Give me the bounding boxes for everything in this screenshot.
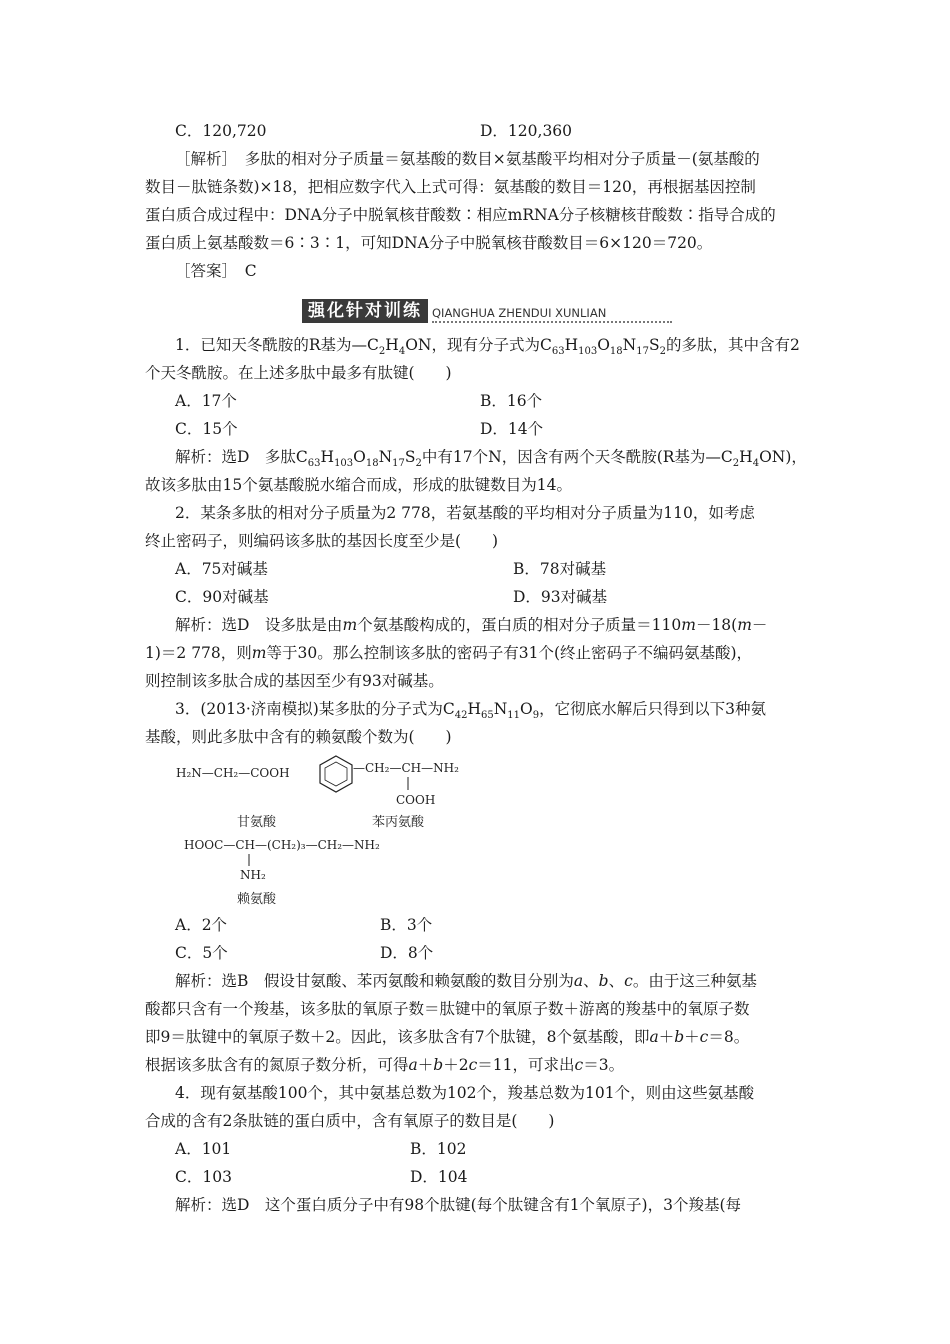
analysis-line: 故该多肽由15个氨基酸脱水缩合而成，形成的肽键数目为14。: [145, 476, 572, 494]
lysine-name: 赖氨酸: [237, 892, 277, 907]
option-b: B．3个: [380, 916, 433, 934]
answer-line: ［答案］ C: [175, 262, 257, 280]
phenylalanine-name: 苯丙氨酸: [372, 815, 425, 830]
option-row: [175, 915, 845, 935]
option-a: A．17个: [175, 392, 237, 410]
analysis-line: 即9＝肽键中的氧原子数＋2。因此，该多肽含有7个肽键，8个氨基酸，即a＋b＋c＝8。: [145, 1028, 750, 1046]
option-row: [175, 559, 845, 579]
analysis-line: 蛋白质合成过程中：DNA分子中脱氧核苷酸数∶相应mRNA分子核糖核苷酸数∶指导合成的: [145, 206, 776, 224]
phenylalanine-cooh: COOH: [396, 793, 436, 807]
option-row: [175, 1167, 845, 1187]
option-d: D．8个: [380, 944, 434, 962]
analysis-line: 数目－肽链条数)×18，把相应数字代入上式可得：氨基酸的数目＝120，再根据基因控制: [145, 178, 756, 196]
question-3-line: 基酸，则此多肽中含有的赖氨酸个数为( ): [145, 728, 452, 746]
banner-subtitle: QIANGHUA ZHENDUI XUNLIAN: [432, 300, 672, 323]
banner-title: 强化针对训练: [302, 299, 428, 323]
option-a: A．75对碱基: [175, 560, 268, 578]
option-c: C．103: [175, 1168, 232, 1186]
option-a: A．101: [175, 1140, 232, 1158]
analysis-line: 解析：选D 这个蛋白质分子中有98个肽键(每个肽键含有1个氧原子)，3个羧基(每: [175, 1196, 742, 1214]
option-row: [175, 1139, 845, 1159]
question-3-line: 3．(2013·济南模拟)某多肽的分子式为$C_{42}H_{65}N_{11}O_9$，它彻底水解后只得到以下3种氨: [175, 700, 766, 722]
option-row: [175, 121, 845, 141]
option-row: [175, 391, 845, 411]
option-c: C．90对碱基: [175, 588, 269, 606]
section-banner: [302, 299, 672, 323]
analysis-line: 解析：选D 多肽$C_{63}H_{103}O_{18}N_{17}S_2$中有17个N，因含有两个天冬酰胺(R基为$—C_2H_4ON$)，: [175, 448, 807, 470]
option-row: [175, 419, 845, 439]
option-c: C．120,720: [175, 122, 267, 140]
phenylalanine-chain: —CH₂—CH—NH₂: [353, 761, 459, 775]
lysine-formula: HOOC—CH—(CH₂)₃—CH₂—NH₂: [184, 838, 380, 852]
option-d: D．14个: [480, 420, 544, 438]
option-a: A．2个: [175, 916, 228, 934]
analysis-line: 蛋白质上氨基酸数＝6∶3∶1，可知DNA分子中脱氧核苷酸数目＝6×120＝720。: [145, 234, 713, 252]
benzene-inner-ring: [325, 762, 347, 786]
option-c: C．15个: [175, 420, 238, 438]
option-d: D．120,360: [480, 122, 573, 140]
analysis-line: 根据该多肽含有的氮原子数分析，可得a＋b＋2c＝11，可求出c＝3。: [145, 1056, 625, 1074]
option-row: [175, 943, 845, 963]
question-2-line: 2．某条多肽的相对分子质量为2 778，若氨基酸的平均相对分子质量为110，如考虑: [175, 504, 755, 522]
analysis-line: 解析：选B 假设甘氨酸、苯丙氨酸和赖氨酸的数目分别为a、b、c。由于这三种氨基: [175, 972, 757, 990]
option-b: B．78对碱基: [513, 560, 607, 578]
amino-acid-structures: [170, 752, 500, 912]
analysis-line: 则控制该多肽合成的基因至少有93对碱基。: [145, 672, 444, 690]
option-b: B．102: [410, 1140, 467, 1158]
glycine-formula: H₂N—CH₂—COOH: [176, 766, 290, 780]
analysis-line: 解析：选D 设多肽是由m个氨基酸构成的，蛋白质的相对分子质量＝110m－18(m－: [175, 616, 768, 634]
lysine-nh2: NH₂: [240, 868, 266, 882]
option-b: B．16个: [480, 392, 543, 410]
option-d: D．104: [410, 1168, 468, 1186]
option-row: [175, 587, 845, 607]
question-2-line: 终止密码子，则编码该多肽的基因长度至少是( ): [145, 532, 499, 550]
question-1-line: 1．已知天冬酰胺的R基为$—C_2H_4ON$，现有分子式为$C_{63}H_{103}O_{18}N_{17}S_2$的多肽，其中含有2: [175, 336, 800, 358]
glycine-name: 甘氨酸: [237, 815, 277, 830]
option-c: C．5个: [175, 944, 228, 962]
question-1-line: 个天冬酰胺。在上述多肽中最多有肽键( ): [145, 364, 452, 382]
option-d: D．93对碱基: [513, 588, 608, 606]
question-4-line: 4．现有氨基酸100个，其中氨基总数为102个，羧基总数为101个，则由这些氨基酸: [175, 1084, 755, 1102]
analysis-line: 1)＝2 778，则m等于30。那么控制该多肽的密码子有31个(终止密码子不编码氨基酸)，: [145, 644, 753, 662]
question-4-line: 合成的含有2条肽链的蛋白质中，含有氧原子的数目是( ): [145, 1112, 555, 1130]
analysis-line: ［解析］ 多肽的相对分子质量＝氨基酸的数目×氨基酸平均相对分子质量－(氨基酸的: [175, 150, 760, 168]
analysis-line: 酸都只含有一个羧基，该多肽的氧原子数＝肽键中的氧原子数＋游离的羧基中的氧原子数: [145, 1000, 750, 1018]
